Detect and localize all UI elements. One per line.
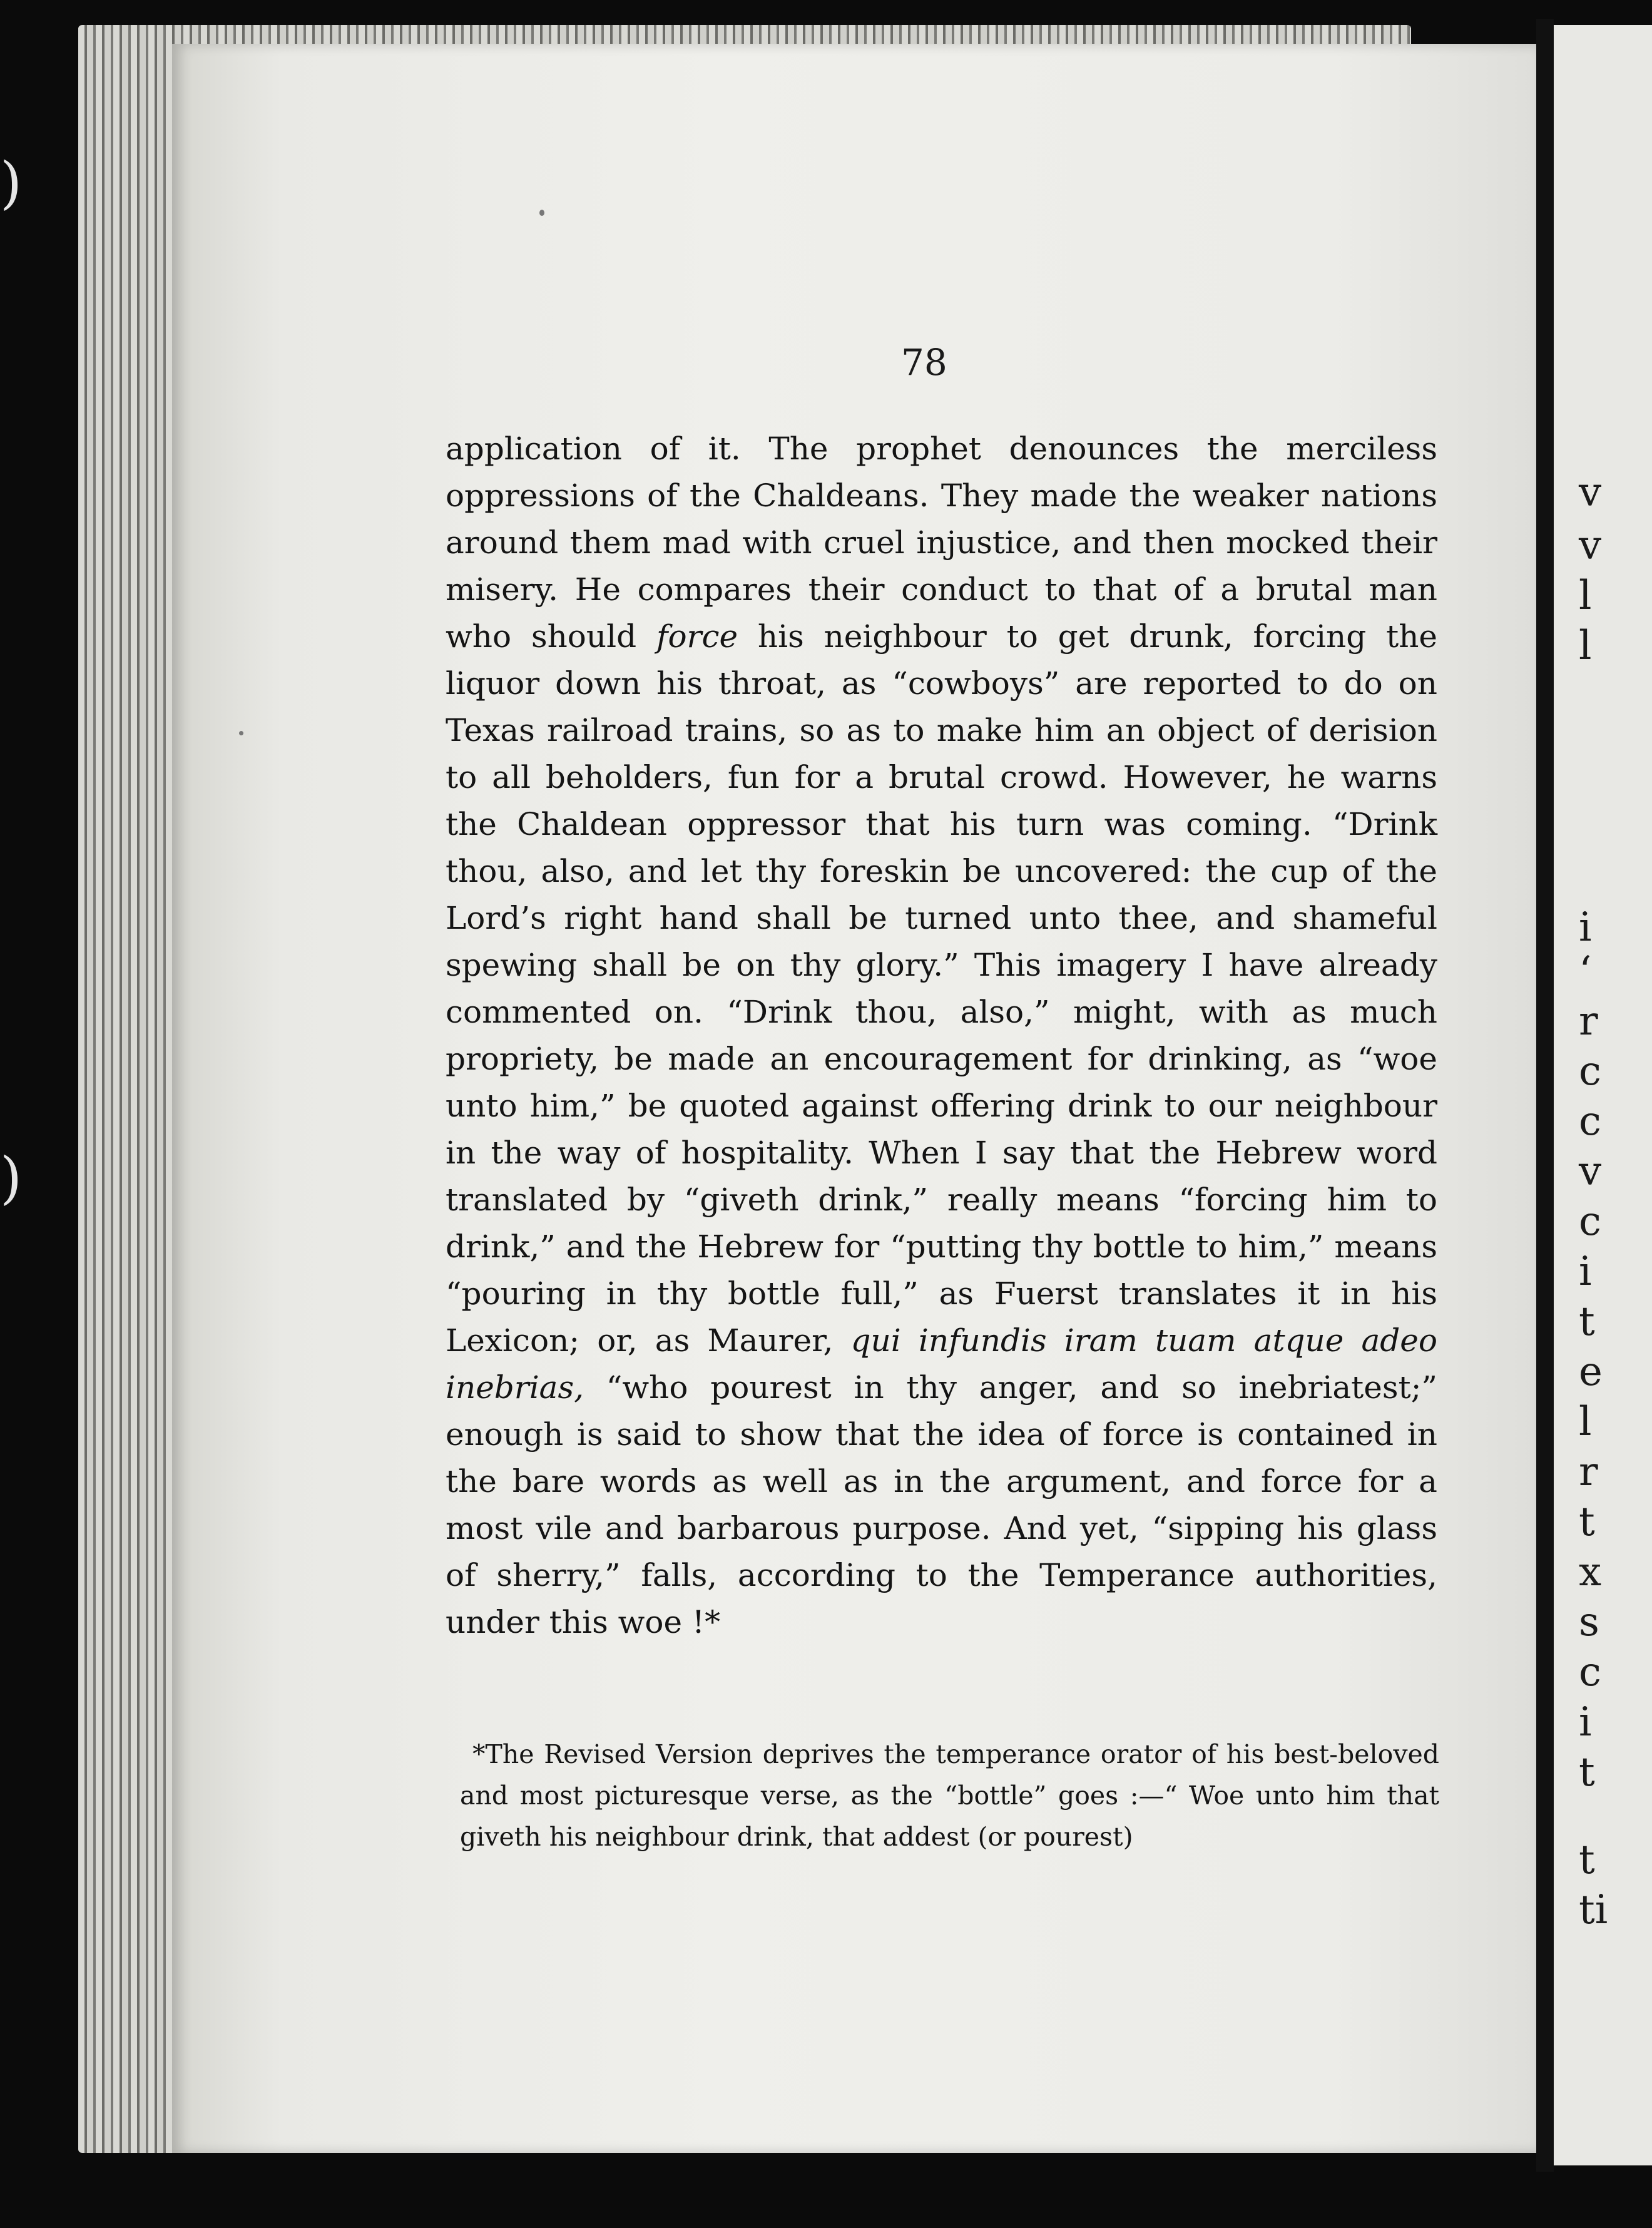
facing-page-letter: c [1579,1649,1601,1695]
facing-page-letter: t [1579,1837,1595,1883]
facing-page-letter: l [1579,573,1592,619]
facing-page-letter: l [1579,623,1592,669]
facing-page-letter: i [1579,904,1592,951]
body-text-latin-quote: qui infundis iram tuam atque adeo inebrias, [446,1322,1437,1406]
body-text-italic: force [656,618,738,655]
facing-page-letter: v [1579,469,1602,516]
facing-page-letter: v [1579,1148,1602,1195]
body-paragraph [446,426,1437,1646]
facing-page-letter: x [1579,1549,1602,1595]
left-margin-mark-upper: ) [0,150,23,216]
facing-page-letter: r [1579,1449,1598,1495]
footnote: *The Revised Version deprives the temperance orator of his best-beloved and most picturesque verse, as the “bottle” goes :—“ Woe unto him that giveth his neighbour drink, that addest (or pourest) [460,1739,1439,1852]
facing-page-letter: c [1579,1198,1601,1245]
page-speck [539,210,544,216]
facing-page-letter: i [1579,1699,1592,1745]
facing-page-letter: ti [1579,1887,1608,1933]
body-text-part: “who pourest in thy anger, and so inebriatest;” enough is said to show that the idea of force is contained in the bare words as well as in the argument, and force for a most vile and barbarous purpose. And yet, “sipping his glass of sherry,” falls, according to the Temperance authorities, under this woe !* [446,1369,1437,1640]
facing-page-letter: e [1579,1349,1603,1395]
facing-page-letter: i [1579,1249,1592,1295]
facing-page-letter: c [1579,1048,1601,1095]
facing-page-letter: s [1579,1599,1599,1645]
body-text-part: his neighbour to get drunk, forcing the liquor down his throat, as “cowboys” are reported to do on Texas railroad trains, so as to make him an object of derision to all beholders, fun for a brutal crowd. However, he warns the Chaldean oppressor that his turn was coming. “Drink thou, also, and let thy foreskin be uncovered: the cup of the Lord’s right hand shall be turned unto thee, and shameful spewing shall be on thy glory.” This imagery I have already commented on. “Drink thou, also,” might, with as much propriety, be made an encouragement for drinking, as “woe unto him,” be quoted against offering drink to our neighbour in the way of hospitality. When I say that the Hebrew word translated by “giveth drink,” really means “forcing him to drink,” and the Hebrew for “putting thy bottle to him,” means “pouring in thy bottle full,” as Fuerst translates it in his Lexicon; or, as Maurer, [446,618,1437,1359]
facing-page-letter: l [1579,1399,1592,1445]
facing-page-letter: t [1579,1499,1595,1545]
left-margin-mark-lower: ) [0,1145,23,1211]
book-gutter [1536,19,1554,2172]
page-speck [239,731,243,735]
facing-page-letter: t [1579,1749,1595,1796]
facing-page-letter: t [1579,1299,1595,1345]
facing-page-fragment [1554,25,1652,2165]
facing-page-letter: c [1579,1098,1601,1145]
facing-page-letter: r [1579,998,1598,1045]
facing-page-letter: v [1579,523,1602,569]
facing-page-letter: ‘ [1579,948,1592,994]
page-number: 78 [901,341,947,384]
body-text-part: application of it. The prophet denounces the merciless oppressions of the Chaldeans. They made the weaker nations around them mad with cruel injustice, and then mocked their misery. He compares their conduct to that of a brutal man who should [446,431,1437,655]
